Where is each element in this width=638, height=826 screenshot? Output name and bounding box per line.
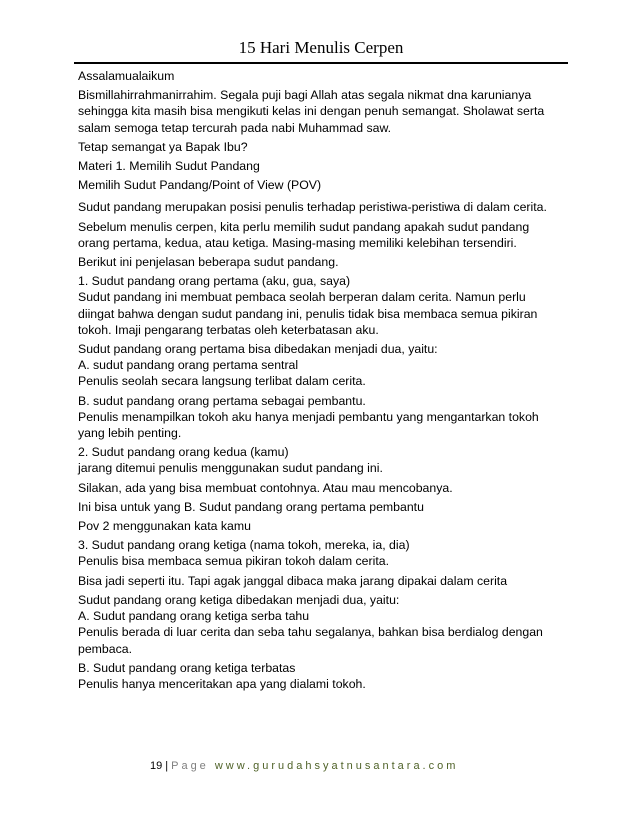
paragraph-opening: Bismillahirrahmanirrahim. Segala puji bagi Allah atas segala nikmat dna karunianya sehingga kita masih bisa mengikuti kelas ini dengan penuh semangat. Sholawat serta salam semoga tetap tercurah pada nabi Muhammad saw.: [78, 88, 545, 135]
page-body: [78, 68, 564, 695]
paragraph-definition: Sudut pandang merupakan posisi penulis terhadap peristiwa-peristiwa di dalam cerita.: [78, 200, 547, 215]
paragraph-third-person-limited: B. Sudut pandang orang ketiga terbatas Penulis hanya menceritakan apa yang dialami tokoh.: [78, 660, 366, 691]
paragraph-lesson-title: Materi 1. Memilih Sudut Pandang: [78, 159, 260, 174]
paragraph-greeting: Assalamualaikum: [78, 69, 175, 83]
paragraph-invitation: Silakan, ada yang bisa membuat contohnya. Atau mau mencobanya.: [78, 480, 453, 495]
paragraph-pov2-note: Pov 2 menggunakan kata kamu: [78, 519, 251, 534]
paragraph-first-person-types: Sudut pandang orang pertama bisa dibedakan menjadi dua, yaitu: A. sudut pandang orang pertama sentral Penulis seolah secara langsung terlibat dalam cerita.: [78, 342, 438, 389]
footer-separator: |: [165, 760, 169, 772]
footer-website-link[interactable]: www.gurudahsyatnusantara.com: [214, 760, 459, 772]
paragraph-third-person-types: Sudut pandang orang ketiga dibedakan menjadi dua, yaitu: A. Sudut pandang orang ketiga serba tahu Penulis berada di luar cerita dan seba tahu segalanya, bahkan bisa berdialog dengan pembaca.: [78, 592, 543, 656]
paragraph-encouragement: Tetap semangat ya Bapak Ibu?: [78, 139, 248, 154]
paragraph-note-b: Ini bisa untuk yang B. Sudut pandang orang pertama pembantu: [78, 499, 424, 514]
paragraph-third-person: 3. Sudut pandang orang ketiga (nama tokoh, mereka, ia, dia) Penulis bisa membaca semua pikiran tokoh dalam cerita.: [78, 538, 410, 569]
page-header-title: 15 Hari Menulis Cerpen: [238, 38, 404, 57]
paragraph-first-person-helper: B. sudut pandang orang pertama sebagai pembantu. Penulis menampilkan tokoh aku hanya menjadi pembantu yang mengantarkan tokoh yang lebih penting.: [78, 393, 539, 441]
footer-page-number: 19: [150, 760, 163, 772]
paragraph-lesson-subtitle: Memilih Sudut Pandang/Point of View (POV): [78, 178, 322, 193]
paragraph-remark: Bisa jadi seperti itu. Tapi agak janggal dibaca maka jarang dipakai dalam cerita: [78, 573, 508, 588]
footer-page-label: Page: [171, 760, 209, 772]
paragraph-choose-pov: Sebelum menulis cerpen, kita perlu memilih sudut pandang apakah sudut pandang orang pertama, kedua, atau ketiga. Masing-masing memiliki kelebihan tersendiri.: [78, 219, 530, 250]
paragraph-intro-list: Berikut ini penjelasan beberapa sudut pandang.: [78, 255, 339, 270]
paragraph-second-person: 2. Sudut pandang orang kedua (kamu) jarang ditemui penulis menggunakan sudut pandang ini.: [78, 445, 383, 476]
paragraph-first-person: 1. Sudut pandang orang pertama (aku, gua, saya) Sudut pandang ini membuat pembaca seolah berperan dalam cerita. Namun perlu diingat bahwa dengan sudut pandang ini, penulis tidak bisa membaca semua pikiran tokoh. Imaji pengarang terbatas oleh keterbatasan aku.: [78, 274, 538, 337]
header-rule: [74, 62, 568, 64]
page-footer: [150, 760, 490, 772]
